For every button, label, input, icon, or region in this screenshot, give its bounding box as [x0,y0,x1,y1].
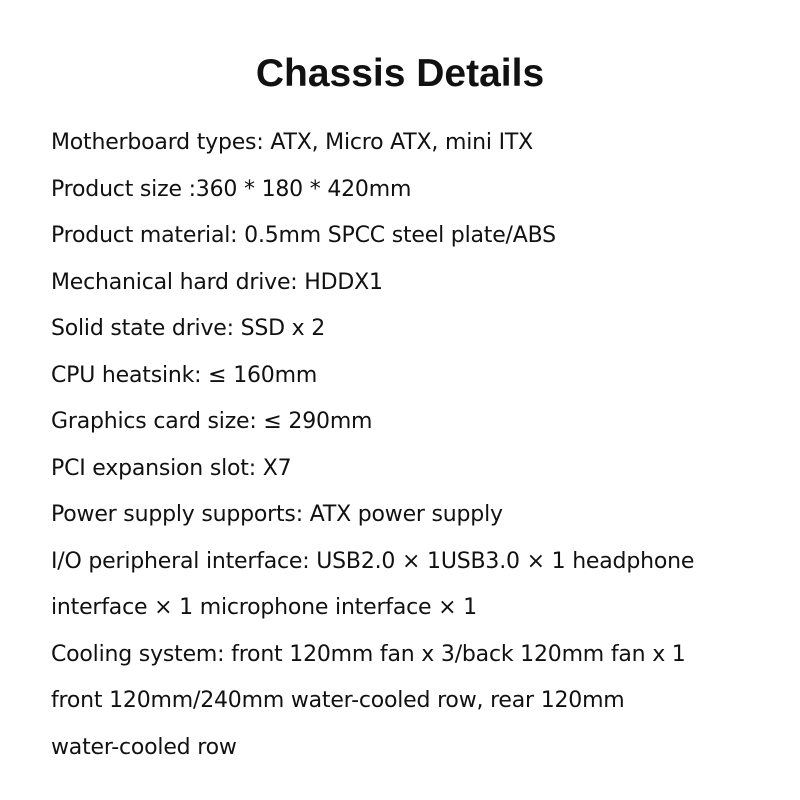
spec-line-cooling-system: Cooling system: front 120mm fan x 3/back 120mm fan x 1 [51,641,686,667]
spec-line-power-supply: Power supply supports: ATX power supply [51,502,503,527]
spec-line-product-material: Product material: 0.5mm SPCC steel plate/ABS [51,223,556,248]
spec-line-product-size: Product size :360 * 180 * 420mm [51,176,412,202]
spec-line-io-interface-cont: interface × 1 microphone interface × 1 [51,595,477,620]
spec-line-motherboard-types: Motherboard types: ATX, Micro ATX, mini ITX [51,130,533,155]
spec-list [51,120,791,771]
spec-line-pci-expansion-slot: PCI expansion slot: X7 [51,455,292,481]
spec-line-mechanical-hard-drive: Mechanical hard drive: HDDX1 [51,269,383,295]
spec-line-cooling-system-cont: front 120mm/240mm water-cooled row, rear 120mm [51,688,625,713]
spec-line-cpu-heatsink: CPU heatsink: ≤ 160mm [51,362,318,388]
spec-line-solid-state-drive: Solid state drive: SSD x 2 [51,316,326,341]
spec-line-graphics-card-size: Graphics card size: ≤ 290mm [51,409,373,434]
spec-line-cooling-system-cont-2: water-cooled row [51,734,237,760]
spec-line-io-interface: I/O peripheral interface: USB2.0 × 1USB3.0 × 1 headphone [51,548,695,574]
page-title: Chassis Details [255,52,545,95]
